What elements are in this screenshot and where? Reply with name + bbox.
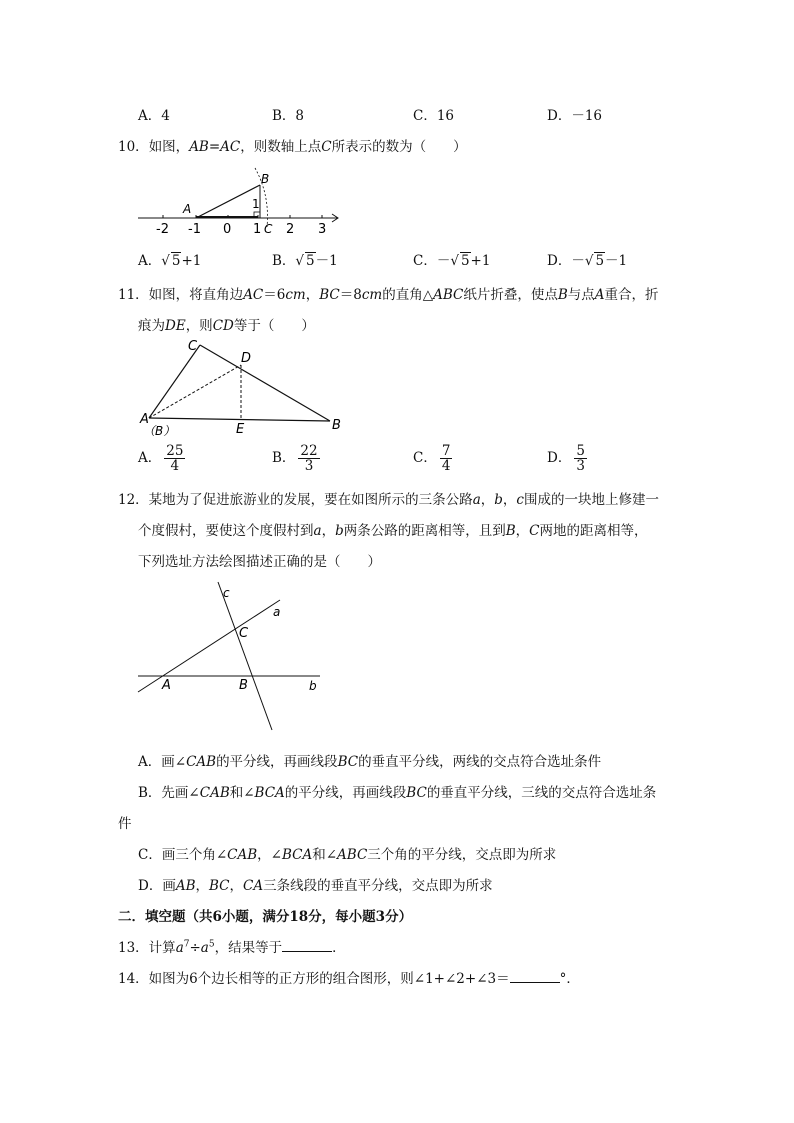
- q11-option-a: A． $\frac{25}{4}$: [138, 443, 184, 474]
- tick-label: -2: [156, 222, 169, 237]
- q10-stem: 10．如图，AB=AC，则数轴上点C所表示的数为（ ）: [118, 139, 467, 155]
- q10-option-b: B．√ 5－1: [272, 253, 338, 269]
- q9-option-a: A．4: [138, 108, 170, 124]
- segment-ca: [149, 345, 200, 418]
- answer-blank[interactable]: [510, 982, 560, 983]
- tick-label: 0: [223, 222, 232, 237]
- label-a: A: [140, 412, 149, 427]
- label-b: B: [261, 172, 270, 186]
- tick-label: 1: [253, 222, 262, 237]
- tick-label: 3: [318, 222, 327, 237]
- q14-stem: 14．如图为6个边长相等的正方形的组合图形，则∠1+∠2+∠3＝ °．: [118, 971, 580, 987]
- q10-option-d: D．－√ 5－1: [547, 253, 628, 269]
- label-b-line: b: [309, 679, 317, 693]
- label-c: C: [264, 222, 273, 236]
- line-c: [218, 582, 272, 730]
- tick-label: 2: [286, 222, 295, 237]
- q11-option-b: B． $\frac{22}{3}$: [272, 443, 318, 474]
- q10-option-c: C．－√ 5+1: [413, 253, 491, 269]
- q11-option-d: D． $\frac{5}{3}$: [547, 443, 585, 474]
- q12-stem-line3: 下列选址方法绘图描述正确的是（ ）: [138, 554, 381, 570]
- q9-option-b: B．8: [272, 108, 305, 124]
- q12-option-d: D．画AB，BC，CA三条线段的垂直平分线，交点即为所求: [138, 878, 493, 894]
- tick-label: -1: [188, 222, 201, 237]
- q11-figure: [135, 335, 350, 440]
- segment-ab: [196, 185, 260, 218]
- label-a-line: a: [273, 605, 281, 619]
- label-a: A: [183, 202, 192, 216]
- q13-stem: 13．计算$a^7\div a^5$，结果等于 ．: [118, 939, 346, 956]
- label-B: B: [239, 678, 248, 693]
- q12-option-a: A．画∠CAB的平分线，再画线段BC的垂直平分线，两线的交点符合选址条件: [138, 754, 602, 770]
- q9-option-d: D．－16: [547, 108, 603, 124]
- label-d: D: [241, 351, 252, 366]
- segment-ab: [149, 418, 330, 421]
- label-C: C: [239, 626, 249, 641]
- label-c: C: [188, 339, 198, 354]
- segment-ad-dashed: [149, 365, 241, 418]
- label-b: B: [332, 418, 341, 433]
- q12-option-c: C．画三个角∠CAB，∠BCA和∠ABC三个角的平分线，交点即为所求: [138, 847, 557, 863]
- q12-stem-line1: 12．某地为了促进旅游业的发展，要在如图所示的三条公路a，b，c围成的一块地上修建一: [118, 492, 659, 508]
- q11-stem-line1: 11．如图，将直角边AC＝6cm，BC＝8cm的直角△ABC纸片折叠，使点B与点A重合，折: [118, 287, 659, 303]
- segment-cb: [200, 345, 330, 421]
- label-e: E: [236, 422, 245, 437]
- answer-blank[interactable]: [282, 951, 332, 952]
- q10-figure: [130, 165, 345, 240]
- q12-option-b: B．先画∠CAB和∠BCA的平分线，再画线段BC的垂直平分线，三线的交点符合选址条: [138, 785, 657, 801]
- line-a: [138, 600, 280, 692]
- label-c-line: c: [223, 586, 230, 600]
- label-b-paren: （B）: [143, 424, 176, 438]
- q12-option-b-cont: 件: [118, 816, 132, 832]
- q9-option-c: C．16: [413, 108, 455, 124]
- q10-option-a: A．√ 5+1: [138, 253, 202, 269]
- q11-option-c: C． $\frac{7}{4}$: [413, 443, 451, 474]
- q11-stem-line2: 痕为DE，则CD等于（ ）: [138, 318, 315, 334]
- q12-figure: [130, 580, 330, 735]
- q12-stem-line2: 个度假村，要使这个度假村到a，b两条公路的距离相等，且到B，C两地的距离相等，: [138, 523, 648, 539]
- label-A: A: [162, 678, 171, 693]
- label-one: 1: [252, 197, 260, 211]
- section-title: 二．填空题（共6小题，满分18分，每小题3分）: [118, 909, 413, 925]
